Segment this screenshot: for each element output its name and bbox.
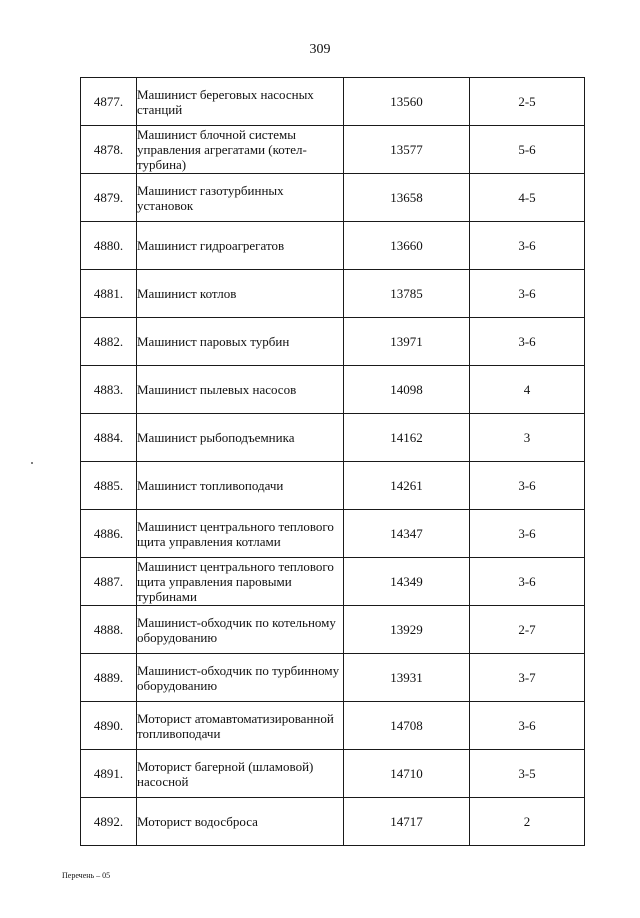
grade-range: 3-6 (470, 510, 585, 558)
grade-range: 4-5 (470, 174, 585, 222)
row-number: 4881. (81, 270, 137, 318)
profession-code: 13560 (344, 78, 470, 126)
profession-code: 13577 (344, 126, 470, 174)
profession-name: Машинист центрального теплового щита управления котлами (137, 510, 344, 558)
profession-code: 14162 (344, 414, 470, 462)
profession-name: Машинист-обходчик по турбинному оборудованию (137, 654, 344, 702)
grade-range: 3-6 (470, 270, 585, 318)
row-number: 4890. (81, 702, 137, 750)
row-number: 4884. (81, 414, 137, 462)
row-number: 4883. (81, 366, 137, 414)
grade-range: 2-7 (470, 606, 585, 654)
profession-name: Моторист атомавтоматизированной топливоподачи (137, 702, 344, 750)
profession-code: 14261 (344, 462, 470, 510)
row-number: 4886. (81, 510, 137, 558)
profession-code: 13929 (344, 606, 470, 654)
table-row (81, 558, 585, 606)
table-row (81, 606, 585, 654)
grade-range: 3-6 (470, 222, 585, 270)
scan-speck (31, 462, 33, 464)
row-number: 4889. (81, 654, 137, 702)
grade-range: 3-7 (470, 654, 585, 702)
profession-name: Машинист пылевых насосов (137, 366, 344, 414)
profession-code: 13785 (344, 270, 470, 318)
table-row (81, 798, 585, 846)
profession-code: 14710 (344, 750, 470, 798)
profession-name: Машинист гидроагрегатов (137, 222, 344, 270)
profession-name: Машинист блочной системы управления агрегатами (котел-турбина) (137, 126, 344, 174)
table-row (81, 270, 585, 318)
page-number: 309 (309, 42, 331, 57)
profession-code: 14717 (344, 798, 470, 846)
row-number: 4891. (81, 750, 137, 798)
table-row (81, 366, 585, 414)
profession-name: Машинист центрального теплового щита управления паровыми турбинами (137, 558, 344, 606)
profession-name: Машинист топливоподачи (137, 462, 344, 510)
profession-code: 13931 (344, 654, 470, 702)
grade-range: 2 (470, 798, 585, 846)
grade-range: 3-6 (470, 462, 585, 510)
table-row (81, 222, 585, 270)
table-row (81, 462, 585, 510)
profession-code: 14708 (344, 702, 470, 750)
profession-code: 13971 (344, 318, 470, 366)
table-row (81, 126, 585, 174)
profession-code: 14349 (344, 558, 470, 606)
profession-name: Машинист-обходчик по котельному оборудованию (137, 606, 344, 654)
table-row (81, 414, 585, 462)
profession-name: Машинист газотурбинных установок (137, 174, 344, 222)
row-number: 4880. (81, 222, 137, 270)
grade-range: 4 (470, 366, 585, 414)
table-row (81, 510, 585, 558)
profession-code: 13658 (344, 174, 470, 222)
row-number: 4885. (81, 462, 137, 510)
grade-range: 3 (470, 414, 585, 462)
row-number: 4892. (81, 798, 137, 846)
profession-name: Машинист рыбоподъемника (137, 414, 344, 462)
row-number: 4879. (81, 174, 137, 222)
profession-name: Машинист паровых турбин (137, 318, 344, 366)
profession-name: Машинист котлов (137, 270, 344, 318)
profession-name: Моторист багерной (шламовой) насосной (137, 750, 344, 798)
table-row (81, 78, 585, 126)
table-row (81, 702, 585, 750)
table-row (81, 750, 585, 798)
table-row (81, 174, 585, 222)
row-number: 4878. (81, 126, 137, 174)
row-number: 4882. (81, 318, 137, 366)
table-body (81, 78, 585, 846)
row-number: 4888. (81, 606, 137, 654)
grade-range: 3-6 (470, 318, 585, 366)
profession-code: 13660 (344, 222, 470, 270)
footer-label: Перечень – 05 (62, 871, 111, 880)
grade-range: 3-5 (470, 750, 585, 798)
grade-range: 3-6 (470, 558, 585, 606)
row-number: 4887. (81, 558, 137, 606)
row-number: 4877. (81, 78, 137, 126)
professions-table (80, 77, 585, 846)
grade-range: 3-6 (470, 702, 585, 750)
grade-range: 5-6 (470, 126, 585, 174)
profession-code: 14098 (344, 366, 470, 414)
profession-name: Моторист водосброса (137, 798, 344, 846)
profession-code: 14347 (344, 510, 470, 558)
profession-name: Машинист береговых насосных станций (137, 78, 344, 126)
table-row (81, 654, 585, 702)
grade-range: 2-5 (470, 78, 585, 126)
table-row (81, 318, 585, 366)
